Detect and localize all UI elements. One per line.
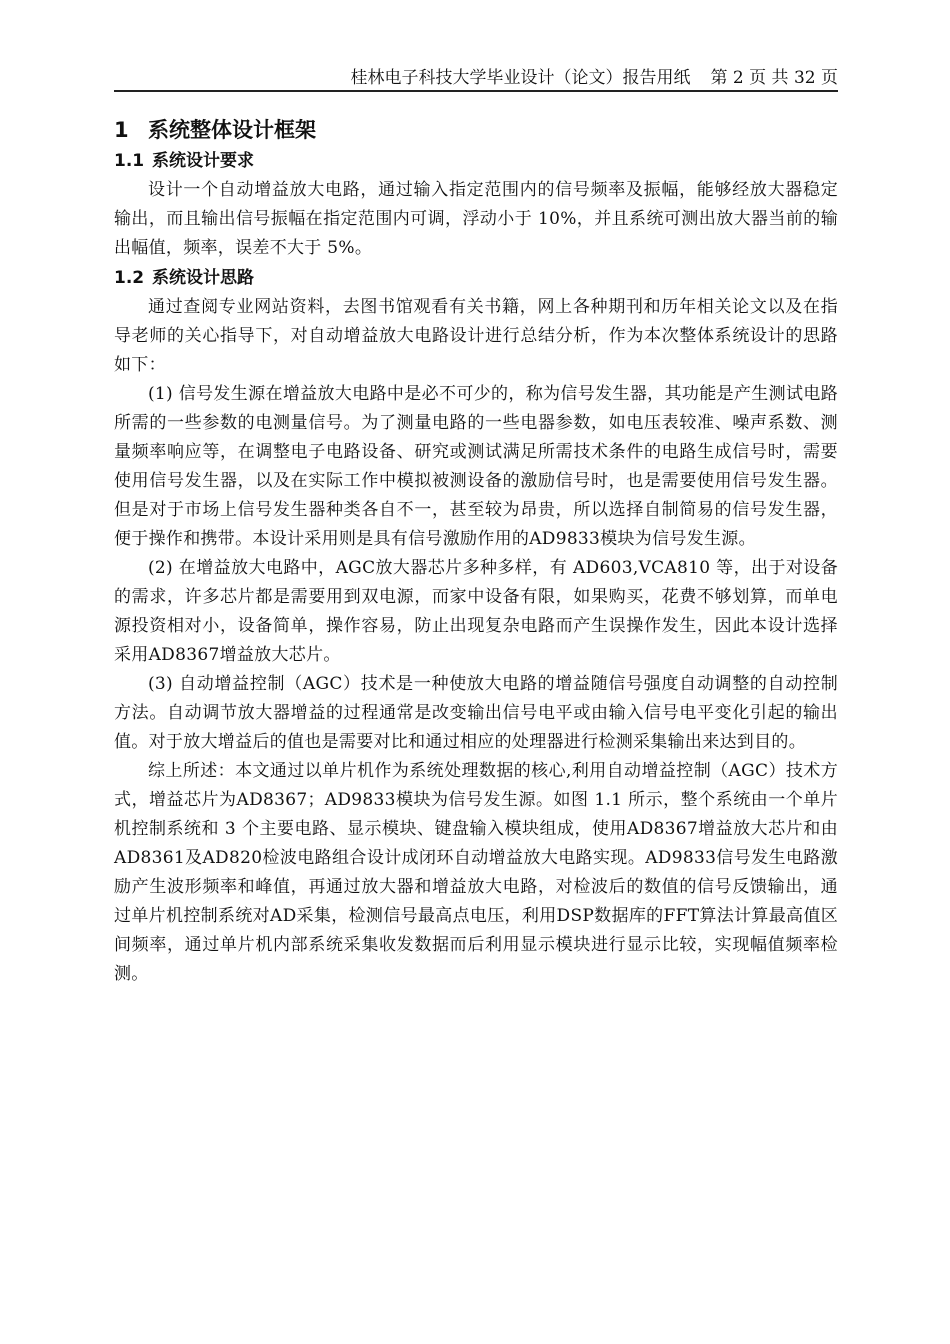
design-intro-paragraph: 通过查阅专业网站资料，去图书馆观看有关书籍，网上各种期刊和历年相关论文以及在指导老师的关心指导下，对自动增益放大电路设计进行总结分析，作为本次整体系统设计的思路如下： xyxy=(114,297,838,375)
summary-paragraph: 综上所述：本文通过以单片机作为系统处理数据的核心,利用自动增益控制（AGC）技术方式，增益芯片为AD8367；AD9833模块为信号发生源。如图 1.1 所示，整个系统由一个单片机控制系统和 3 个主要电路、显示模块、键盘输入模块组成，使用AD8367增益放大芯片和由AD8361及AD820检波电路组合设计成闭环自动增益放大电路实现。AD9833信号发生电路激励产生波形频率和峰值，再通过放大器和增益放大电路，对检波后的数值的信号反馈输出，通过单片机控制系统对AD采集，检测信号最高点电压，利用DSP数据库的FFT算法计算最高值区间频率，通过单片机内部系统采集收发数据而后利用显示模块进行显示比较，实现幅值频率检测。 xyxy=(114,761,838,984)
page-header xyxy=(114,66,838,92)
subsection-number: 1.1 xyxy=(114,151,145,171)
header-page-info: 第 2 页 共 32 页 xyxy=(710,68,838,88)
point-1-paragraph: (1) 信号发生源在增益放大电路中是必不可少的，称为信号发生器，其功能是产生测试电路所需的一些参数的电测量信号。为了测量电路的一些电器参数，如电压表较准、噪声系数、测量频率响应等，在调整电子电路设备、研究或测试满足所需技术条件的电路生成信号时，需要使用信号发生器，以及在实际工作中模拟被测设备的激励信号时，也是需要使用信号发生器。但是对于市场上信号发生器种类各自不一，甚至较为昂贵，所以选择自制简易的信号发生器，便于操作和携带。本设计采用则是具有信号激励作用的AD9833模块为信号发生源。 xyxy=(114,384,838,549)
subsection-title: 系统设计思路 xyxy=(152,268,254,288)
section-1-1-heading xyxy=(114,146,838,176)
point-2-paragraph: (2) 在增益放大电路中，AGC放大器芯片多种多样，有 AD603,VCA810 等，出于对设备的需求，许多芯片都是需要用到双电源，而家中设备有限，如果购买，花费不够划算，而单电源投资相对小，设备简单，操作容易，防止出现复杂电路而产生误操作发生，因此本设计选择采用AD8367增益放大芯片。 xyxy=(114,558,838,665)
section-1-heading xyxy=(114,114,838,146)
header-title: 桂林电子科技大学毕业设计（论文）报告用纸 xyxy=(350,68,691,88)
point-3-paragraph: (3) 自动增益控制（AGC）技术是一种使放大电路的增益随信号强度自动调整的自动控制方法。自动调节放大器增益的过程通常是改变输出信号电平或由输入信号电平变化引起的输出值。对于放大增益后的值也是需要对比和通过相应的处理器进行检测采集输出来达到目的。 xyxy=(114,674,838,752)
section-number: 1 xyxy=(114,118,129,142)
subsection-number: 1.2 xyxy=(114,268,145,288)
section-1-2-heading xyxy=(114,263,838,293)
requirements-paragraph: 设计一个自动增益放大电路，通过输入指定范围内的信号频率及振幅，能够经放大器稳定输出，而且输出信号振幅在指定范围内可调，浮动小于 10%，并且系统可测出放大器当前的输出幅值，频率，误差不大于 5%。 xyxy=(114,180,838,258)
document-body xyxy=(114,114,838,989)
subsection-title: 系统设计要求 xyxy=(152,151,254,171)
section-title: 系统整体设计框架 xyxy=(148,118,316,142)
